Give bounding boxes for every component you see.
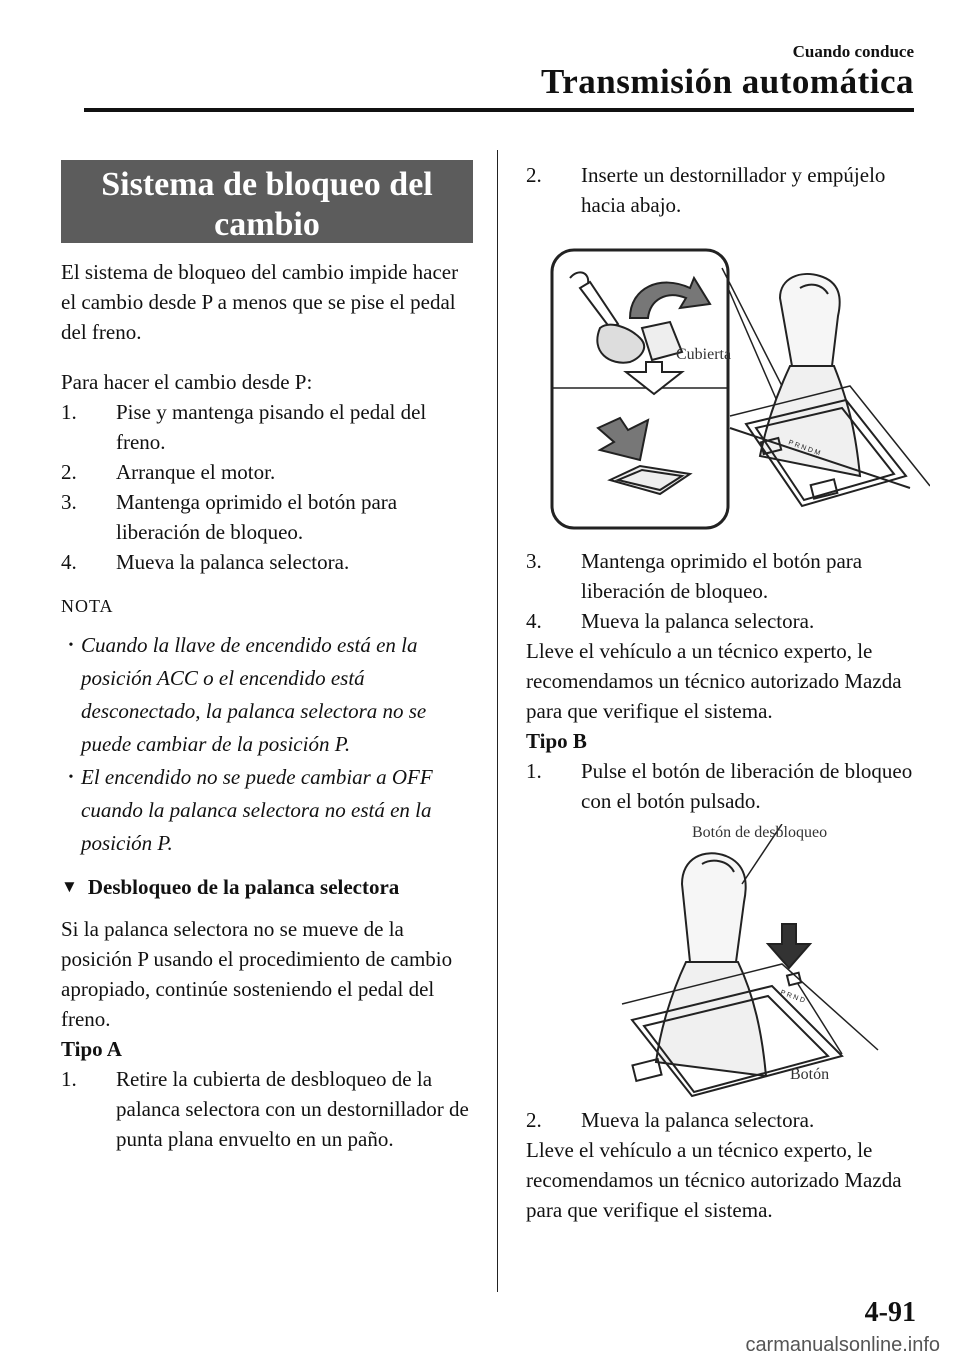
button-label: Botón	[790, 1066, 830, 1083]
header-title: Transmisión automática	[541, 62, 914, 101]
intro-paragraph: El sistema de bloqueo del cambio impide hacer el cambio desde P a menos que se pise el pedal del freno.	[61, 260, 459, 344]
shift-release-button-illustration	[592, 824, 882, 1099]
header-rule	[84, 108, 914, 112]
list-item: 4. Mueva la palanca selectora.	[526, 609, 815, 633]
list-item: 3. Mantenga oprimido el botón para liberación de bloqueo.	[526, 549, 863, 603]
column-divider	[497, 150, 498, 1292]
subheading: ▼ Desbloqueo de la palanca selectora	[61, 872, 473, 902]
section-title: Sistema de bloqueo del cambio	[61, 160, 473, 243]
watermark: carmanualsonline.info	[745, 1334, 940, 1356]
list-item: 2. Arranque el motor.	[61, 460, 276, 484]
list-item: 1. Pise y mantenga pisando el pedal del freno.	[61, 400, 427, 454]
svg-text:P R N D M: P R N D M	[787, 439, 822, 458]
unlock-paragraph: Si la palanca selectora no se mueve de la posición P usando el procedimiento de cambio apropiado, continúe sosteniendo el pedal del freno.	[61, 917, 453, 1031]
figure-type-b	[592, 824, 882, 1099]
header-section: Cuando conduce	[792, 42, 914, 61]
advice-paragraph: Lleve el vehículo a un técnico experto, le recomendamos un técnico autorizado Mazda para que verifique el sistema.	[526, 1138, 902, 1222]
list-item: 2. Inserte un destornillador y empújelo hacia abajo.	[526, 163, 886, 217]
shift-lock-cover-illustration	[550, 248, 930, 538]
type-b-heading: Tipo B	[526, 729, 587, 753]
list-item: 2. Mueva la palanca selectora.	[526, 1108, 815, 1132]
type-a-heading: Tipo A	[61, 1037, 122, 1061]
triangle-down-icon: ▼	[61, 877, 78, 896]
list-item: 1. Retire la cubierta de desbloqueo de la palanca selectora con un destornillador de punta plana envuelto en un paño.	[61, 1067, 469, 1151]
cover-label: Cubierta	[676, 346, 732, 363]
note-heading: NOTA	[61, 596, 114, 616]
note-item: • Cuando la llave de encendido está en la posición ACC o el encendido está desconectado, la palanca selectora no se puede cambiar de la posición P.	[68, 633, 427, 756]
list-item: 4. Mueva la palanca selectora.	[61, 550, 350, 574]
note-item: • El encendido no se puede cambiar a OFF cuando la palanca selectora no está en la posición P.	[68, 765, 433, 855]
figure-type-a	[550, 248, 930, 538]
page-number: 4-91	[864, 1297, 916, 1328]
advice-paragraph: Lleve el vehículo a un técnico experto, le recomendamos un técnico autorizado Mazda para que verifique el sistema.	[526, 639, 902, 723]
steps-intro: Para hacer el cambio desde P:	[61, 370, 313, 394]
left-column	[61, 160, 473, 1154]
release-button-label: Botón de desbloqueo	[692, 824, 828, 841]
list-item: 1. Pulse el botón de liberación de bloqueo con el botón pulsado.	[526, 759, 913, 813]
right-column	[526, 160, 926, 1225]
svg-text:P R N D: P R N D	[779, 989, 806, 1005]
list-item: 3. Mantenga oprimido el botón para liberación de bloqueo.	[61, 490, 398, 544]
